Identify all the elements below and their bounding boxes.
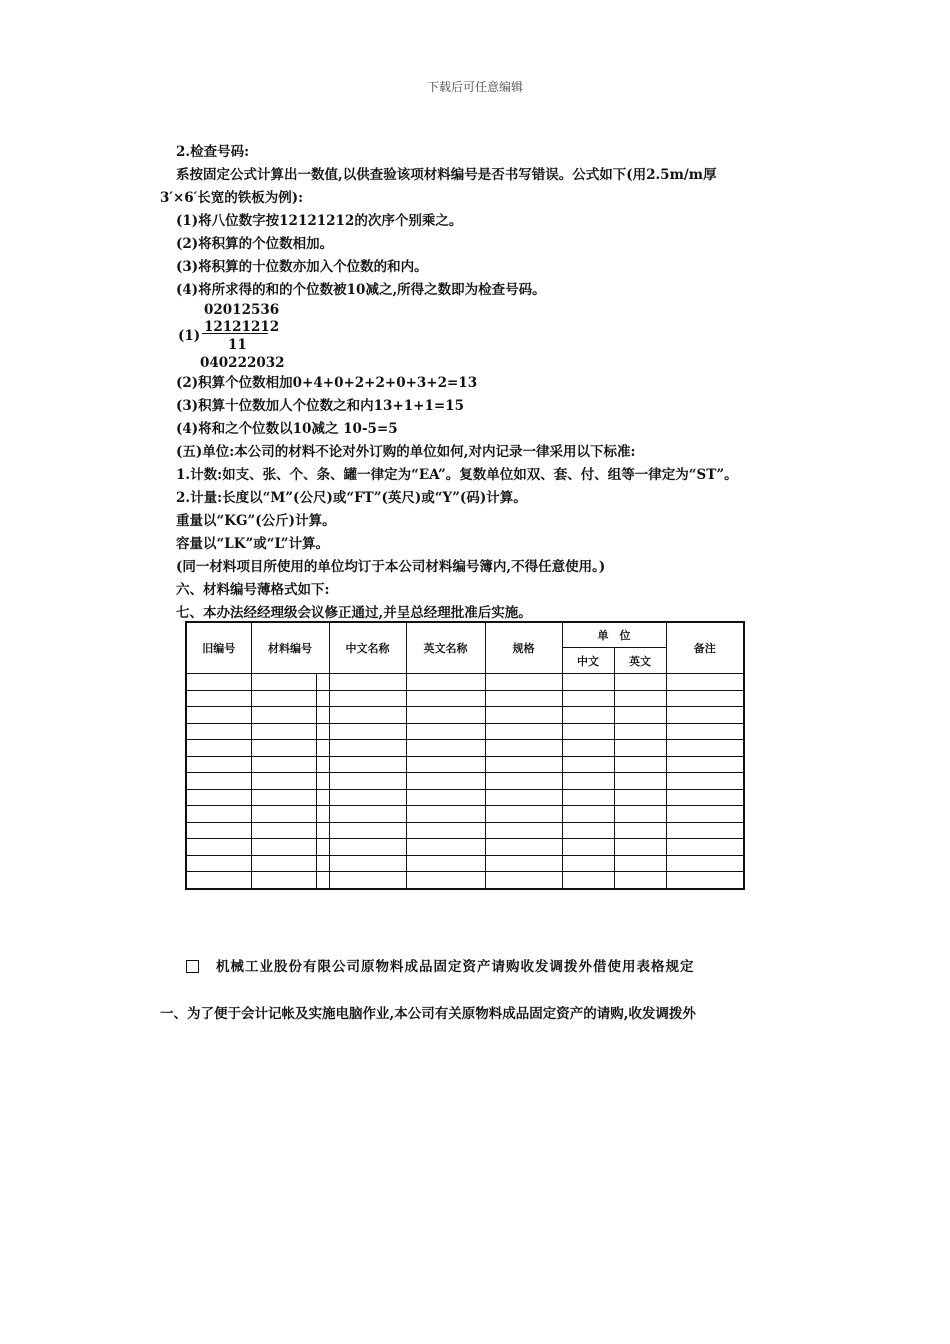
table-cell [562,872,614,889]
body-line: (2)将积算的个位数相加。 [176,236,334,252]
table-cell [562,789,614,806]
table-cell [666,822,744,839]
table-row [186,690,744,707]
table-header-row [186,622,744,648]
body-line: 2.计量:长度以“M”(公尺)或“FT”(英尺)或“Y”(码)计算。 [176,490,527,506]
table-cell [186,872,251,889]
table-cell [562,756,614,773]
table-cell [329,723,406,740]
table-cell [614,740,666,757]
table-row [186,855,744,872]
checkbox-icon [186,960,199,973]
table-cell [614,674,666,691]
table-row [186,839,744,856]
table-row [186,789,744,806]
table-cell [251,839,316,856]
table-cell [406,806,485,823]
material-register-table [185,621,745,890]
table-cell [329,822,406,839]
table-row [186,740,744,757]
table-cell [485,707,562,724]
header-material-no: 材料编号 [251,622,329,674]
table-cell [316,806,329,823]
table-cell [316,690,329,707]
table-cell [485,839,562,856]
table-cell [186,773,251,790]
body-line: 1.计数:如支、张、个、条、罐一律定为“EA”。复数单位如双、套、付、组等一律定为“ST”。 [176,467,738,483]
body-line: 七、本办法经经理级会议修正通过,并呈总经理批准后实施。 [176,605,532,621]
table-cell [251,855,316,872]
header-unit: 单 位 [562,622,666,648]
table-cell [614,839,666,856]
body-line: (3)积算十位数加人个位数之和内13+1+1=15 [176,398,464,414]
table-cell [666,773,744,790]
table-cell [485,789,562,806]
table-cell [485,872,562,889]
table-cell [316,756,329,773]
table-cell [251,723,316,740]
header-spec: 规格 [485,622,562,674]
table-cell [406,789,485,806]
table-cell [251,806,316,823]
table-cell [666,740,744,757]
table-cell [406,855,485,872]
table-cell [562,707,614,724]
table-cell [329,855,406,872]
table-cell [186,855,251,872]
table-row [186,723,744,740]
table-cell [406,723,485,740]
body-line: 3′×6′长宽的铁板为例): [160,190,304,206]
table-cell [316,789,329,806]
table-cell [329,773,406,790]
table-cell [329,756,406,773]
table-cell [485,806,562,823]
table-cell [251,740,316,757]
table-cell [666,707,744,724]
table-cell [666,756,744,773]
table-cell [406,690,485,707]
calc-top-number: 02012536 [204,302,280,318]
body-line: 2.检查号码: [176,144,250,160]
table-row [186,707,744,724]
table-row [186,773,744,790]
header-old-no: 旧编号 [186,622,251,674]
calc-label: (1) [178,328,201,344]
table-cell [251,822,316,839]
table-cell [666,839,744,856]
body-line: (4)将和之个位数以10减之 10-5=5 [176,421,398,437]
table-row [186,756,744,773]
table-cell [186,806,251,823]
table-cell [614,855,666,872]
table-cell [406,707,485,724]
table-cell [485,690,562,707]
table-cell [251,756,316,773]
page-header: 下载后可任意编辑 [426,80,523,94]
table-cell [316,855,329,872]
table-row [186,674,744,691]
table-cell [316,707,329,724]
header-unit-en: 英文 [614,648,666,674]
table-cell [251,872,316,889]
table-cell [614,789,666,806]
table-cell [329,789,406,806]
table-cell [316,723,329,740]
table-cell [485,756,562,773]
table-cell [666,789,744,806]
table-cell [614,756,666,773]
table-cell [666,723,744,740]
table-cell [406,674,485,691]
table-cell [614,707,666,724]
table-cell [329,740,406,757]
table-cell [186,707,251,724]
body-line: 重量以“KG”(公斤)计算。 [176,513,336,529]
table-cell [406,740,485,757]
table-cell [485,740,562,757]
table-cell [406,839,485,856]
table-cell [614,872,666,889]
table-cell [562,723,614,740]
table-cell [614,773,666,790]
table-cell [251,690,316,707]
body-line: 容量以“LK”或“L”计算。 [176,536,330,552]
table-cell [316,872,329,889]
table-cell [251,773,316,790]
table-cell [329,690,406,707]
table-cell [562,822,614,839]
table-cell [186,839,251,856]
table-cell [614,806,666,823]
table-cell [406,756,485,773]
table-cell [316,773,329,790]
table-cell [562,839,614,856]
header-remark: 备注 [666,622,744,674]
body-line: (3)将积算的十位数亦加入个位数的和内。 [176,259,428,275]
table-cell [316,740,329,757]
table-cell [485,674,562,691]
table-cell [329,806,406,823]
table-cell [406,822,485,839]
table-cell [562,674,614,691]
table-cell [666,872,744,889]
table-cell [406,773,485,790]
table-cell [186,756,251,773]
body-line: 系按固定公式计算出一数值,以供查验该项材料编号是否书写错误。公式如下(用2.5m/m厚 [176,167,717,183]
header-unit-cn: 中文 [562,648,614,674]
table-cell [186,789,251,806]
header-english-name: 英文名称 [406,622,485,674]
header-chinese-name: 中文名称 [329,622,406,674]
table-row [186,806,744,823]
table-cell [329,839,406,856]
table-cell [186,674,251,691]
table-cell [614,822,666,839]
table-cell [186,822,251,839]
table-cell [614,723,666,740]
table-cell [406,872,485,889]
calc-result: 040222032 [200,355,285,371]
table-cell [251,674,316,691]
body-line: (五)单位:本公司的材料不论对外订购的单位如何,对内记录一律采用以下标准: [176,444,636,460]
table-cell [316,822,329,839]
table-cell [562,690,614,707]
table-cell [485,773,562,790]
section-paragraph: 一、为了便于会计记帐及实施电脑作业,本公司有关原物料成品固定资产的请购,收发调拨外 [160,1006,696,1022]
table-cell [316,839,329,856]
calc-fraction-bar [202,333,268,334]
table-cell [666,806,744,823]
table-cell [251,707,316,724]
body-line: (1)将八位数字按12121212的次序个别乘之。 [176,213,463,229]
table-cell [329,872,406,889]
table-cell [666,855,744,872]
table-cell [251,789,316,806]
table-cell [186,723,251,740]
body-line: (2)积算个位数相加0+4+0+2+2+0+3+2=13 [176,375,478,391]
calc-multiplier: 12121212 [204,319,280,335]
table-cell [614,690,666,707]
table-cell [316,674,329,691]
table-row [186,872,744,889]
body-line: 六、材料编号薄格式如下: [176,582,330,598]
table-cell [562,855,614,872]
section-title: 机械工业股份有限公司原物料成品固定资产请购收发调拨外借使用表格规定 [216,959,695,975]
table-cell [485,822,562,839]
table-cell [186,740,251,757]
calc-eleven: 11 [228,337,247,353]
table-cell [562,740,614,757]
table-cell [562,806,614,823]
body-line: (同一材料项目所使用的单位均订于本公司材料编号簿内,不得任意使用。) [176,559,606,575]
table-cell [329,707,406,724]
table-cell [666,674,744,691]
body-line: (4)将所求得的和的个位数被10减之,所得之数即为检查号码。 [176,282,546,298]
table-cell [666,690,744,707]
table-cell [186,690,251,707]
table-cell [485,723,562,740]
table-cell [562,773,614,790]
table-cell [329,674,406,691]
table-row [186,822,744,839]
table-cell [485,855,562,872]
